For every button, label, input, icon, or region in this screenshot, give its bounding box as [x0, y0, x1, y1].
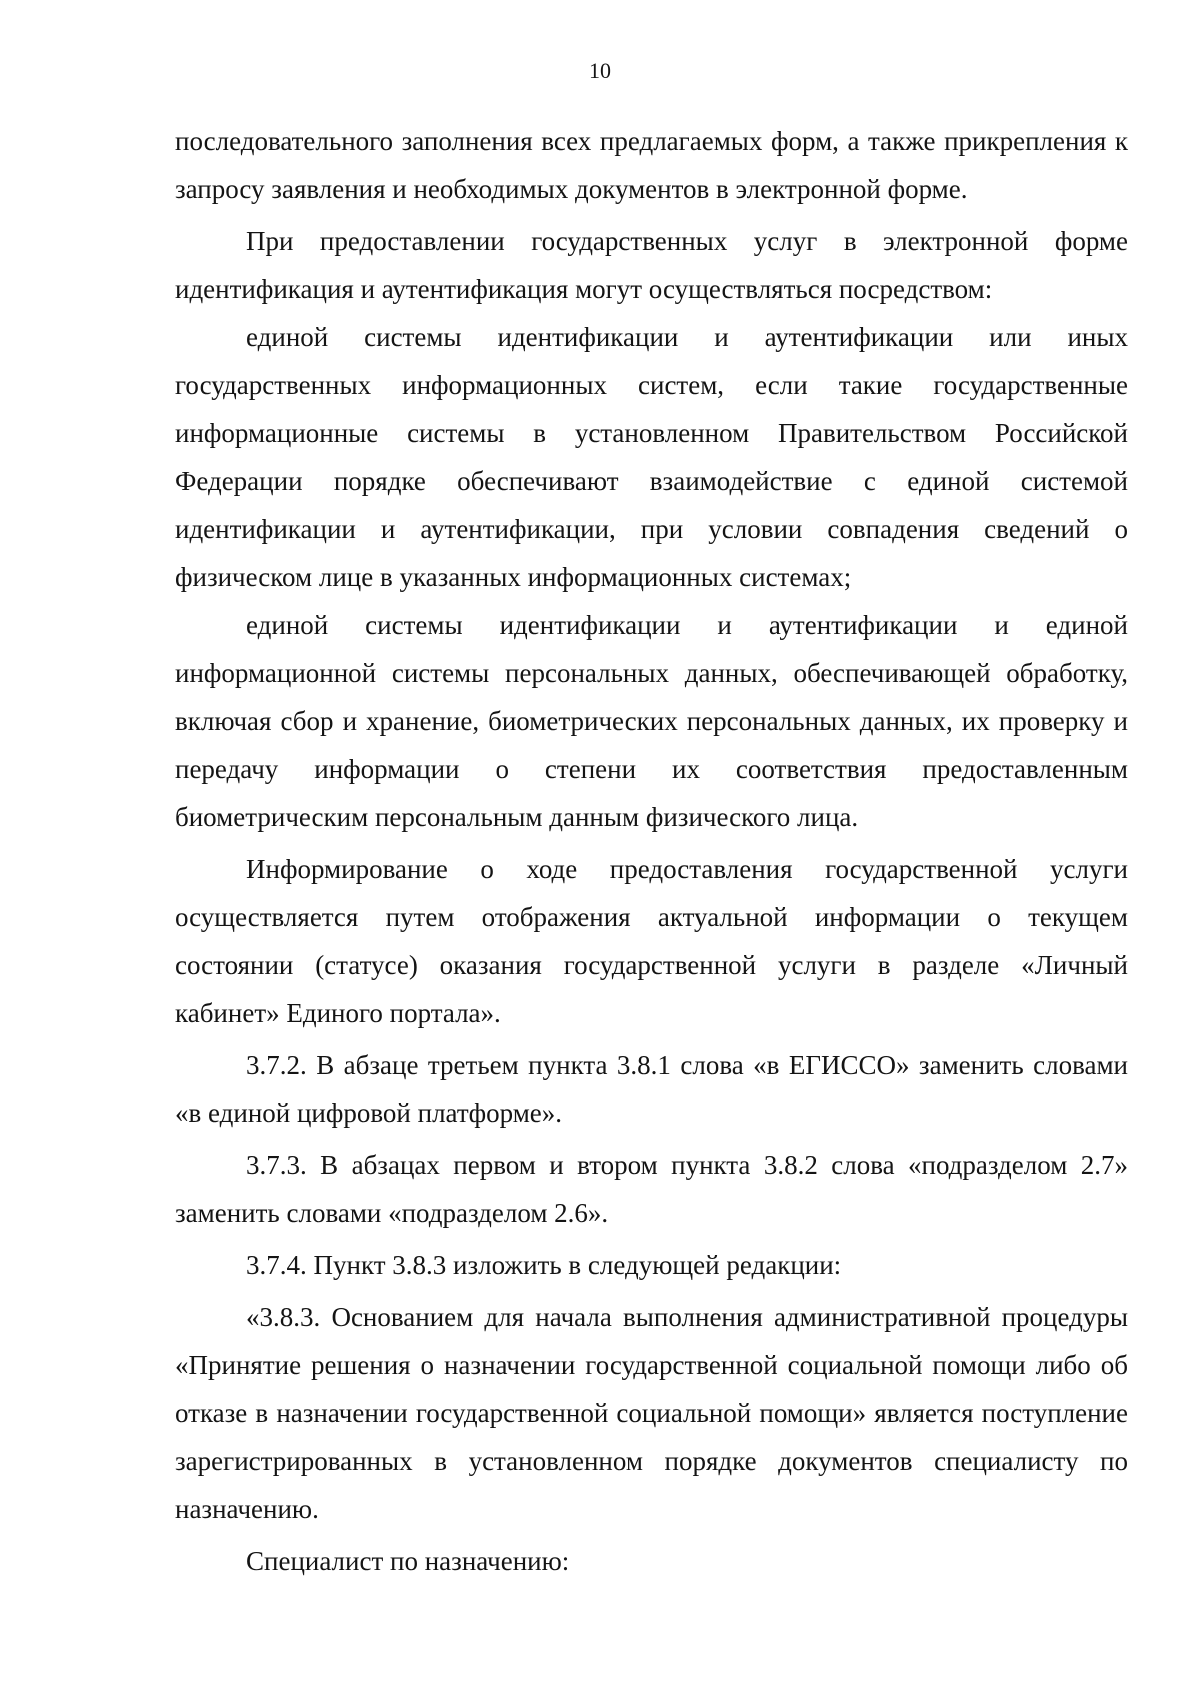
paragraph-identification-intro: При предоставлении государственных услуг в электронной форме идентификация и аутентификация могут осуществляться посредством: — [175, 226, 1128, 304]
paragraph-specialist: Специалист по назначению: — [246, 1546, 570, 1576]
page-number: 10 — [589, 58, 611, 83]
paragraph-item-3-7-4: 3.7.4. Пункт 3.8.3 изложить в следующей редакции: — [246, 1250, 842, 1280]
paragraph-status-informing: Информирование о ходе предоставления государственной услуги осуществляется путем отображения актуальной информации о текущем состоянии (статусе) оказания государственной услуги в разделе «Личный кабинет» Единого портала». — [175, 854, 1128, 1028]
paragraph-continuation: последовательного заполнения всех предлагаемых форм, а также прикрепления к запросу заявления и необходимых документов в электронной форме. — [175, 126, 1128, 204]
paragraph-esia-option: единой системы идентификации и аутентификации или иных государственных информационных систем, если такие государственные информационные системы в установленном Правительством Российской Федерации порядке обеспечивают взаимодействие с единой системой идентификации и аутентификации, при условии совпадения сведений о физическом лице в указанных информационных системах; — [175, 322, 1128, 592]
document-body — [175, 117, 1128, 1585]
paragraph-biometric-option: единой системы идентификации и аутентификации и единой информационной системы персональных данных, обеспечивающей обработку, включая сбор и хранение, биометрических персональных данных, их проверку и передачу информации о степени их соответствия предоставленным биометрическим персональным данным физического лица. — [175, 610, 1128, 832]
paragraph-item-3-8-3: «3.8.3. Основанием для начала выполнения административной процедуры «Принятие решения о назначении государственной социальной помощи либо об отказе в назначении государственной социальной помощи» является поступление зарегистрированных в установленном порядке документов специалисту по назначению. — [175, 1302, 1128, 1524]
paragraph-item-3-7-2: 3.7.2. В абзаце третьем пункта 3.8.1 слова «в ЕГИССО» заменить словами «в единой цифровой платформе». — [175, 1050, 1128, 1128]
paragraph-item-3-7-3: 3.7.3. В абзацах первом и втором пункта 3.8.2 слова «подразделом 2.7» заменить словами «подразделом 2.6». — [175, 1150, 1128, 1228]
